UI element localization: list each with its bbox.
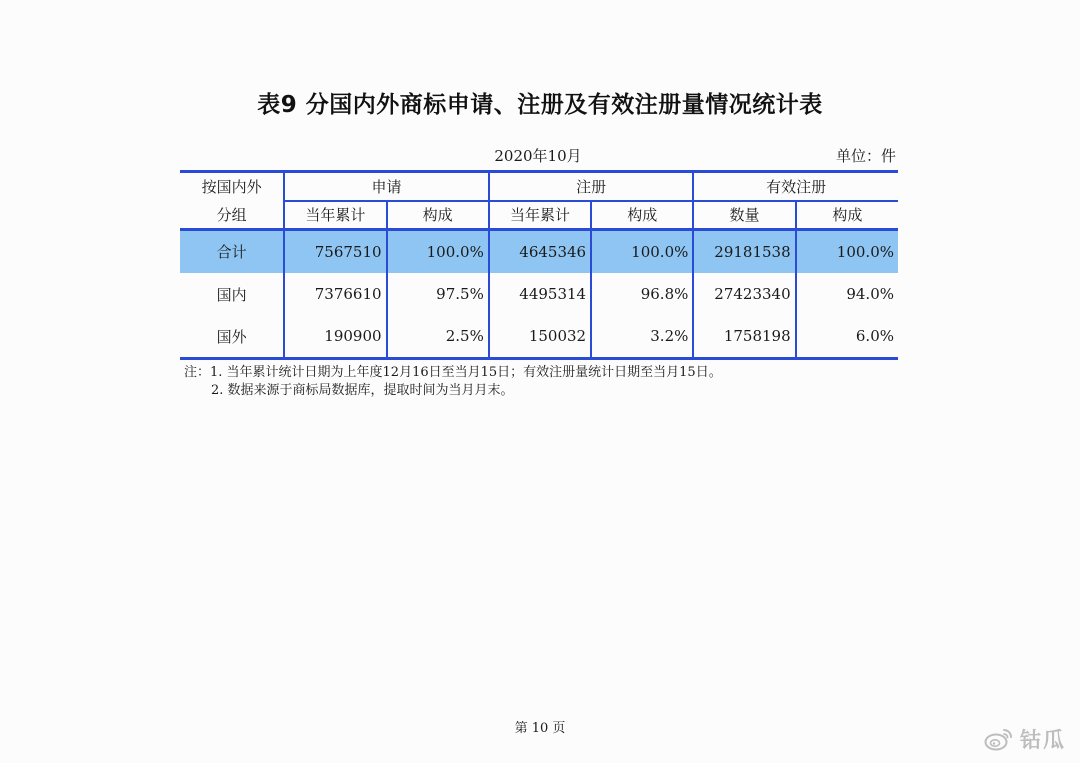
row-label: 合计	[180, 230, 284, 273]
category-header: 按国内外	[201, 178, 262, 197]
table-cell: 7567510	[284, 230, 386, 273]
weibo-logo-icon	[984, 727, 1014, 751]
unit-label: 单位：件	[835, 147, 896, 165]
sub-header: 当年累计	[284, 201, 386, 230]
page-title: 表9 分国内外商标申请、注册及有效注册量情况统计表	[257, 92, 823, 118]
table-row-total	[180, 230, 898, 273]
table-cell: 100.0%	[796, 230, 898, 273]
note-2: 2. 数据来源于商标局数据库，提取时间为当月月末。	[211, 383, 514, 398]
table-row-foreign	[180, 316, 898, 359]
report-period: 2020年10月	[494, 147, 582, 165]
watermark-text: 钴瓜	[1020, 728, 1066, 752]
table-cell: 27423340	[693, 273, 795, 316]
table-cell: 3.2%	[591, 316, 693, 359]
table-cell: 4495314	[489, 273, 591, 316]
table-cell: 100.0%	[591, 230, 693, 273]
group-header-application: 申请	[284, 172, 489, 201]
table-cell: 2.5%	[387, 316, 489, 359]
group-header-valid-registration: 有效注册	[693, 172, 898, 201]
table-row-domestic	[180, 273, 898, 316]
sub-header: 构成	[591, 201, 693, 230]
table-cell: 4645346	[489, 230, 591, 273]
table-cell: 7376610	[284, 273, 386, 316]
table-cell: 100.0%	[387, 230, 489, 273]
table-cell: 190900	[284, 316, 386, 359]
table-header-row-subheaders	[180, 201, 898, 230]
watermark	[984, 724, 1066, 754]
sub-header: 数量	[693, 201, 795, 230]
note-1: 注：1. 当年累计统计日期为上年度12月16日至当月15日；有效注册量统计日期至当月15日。	[184, 365, 722, 380]
table-notes	[184, 364, 722, 400]
trademark-statistics-table	[180, 170, 898, 360]
page-number: 第 10 页	[514, 721, 566, 736]
table-cell: 1758198	[693, 316, 795, 359]
sub-header: 构成	[796, 201, 898, 230]
row-label: 国外	[216, 327, 247, 346]
category-header-line2: 分组	[216, 205, 247, 224]
table-cell: 6.0%	[796, 316, 898, 359]
group-header-registration: 注册	[489, 172, 694, 201]
table-cell: 96.8%	[591, 273, 693, 316]
row-label: 国内	[216, 285, 247, 304]
table-cell: 97.5%	[387, 273, 489, 316]
table-cell: 150032	[489, 316, 591, 359]
table-header-row-groups	[180, 172, 898, 201]
sub-header: 构成	[387, 201, 489, 230]
sub-header: 当年累计	[489, 201, 591, 230]
table-cell: 94.0%	[796, 273, 898, 316]
table-cell: 29181538	[693, 230, 795, 273]
